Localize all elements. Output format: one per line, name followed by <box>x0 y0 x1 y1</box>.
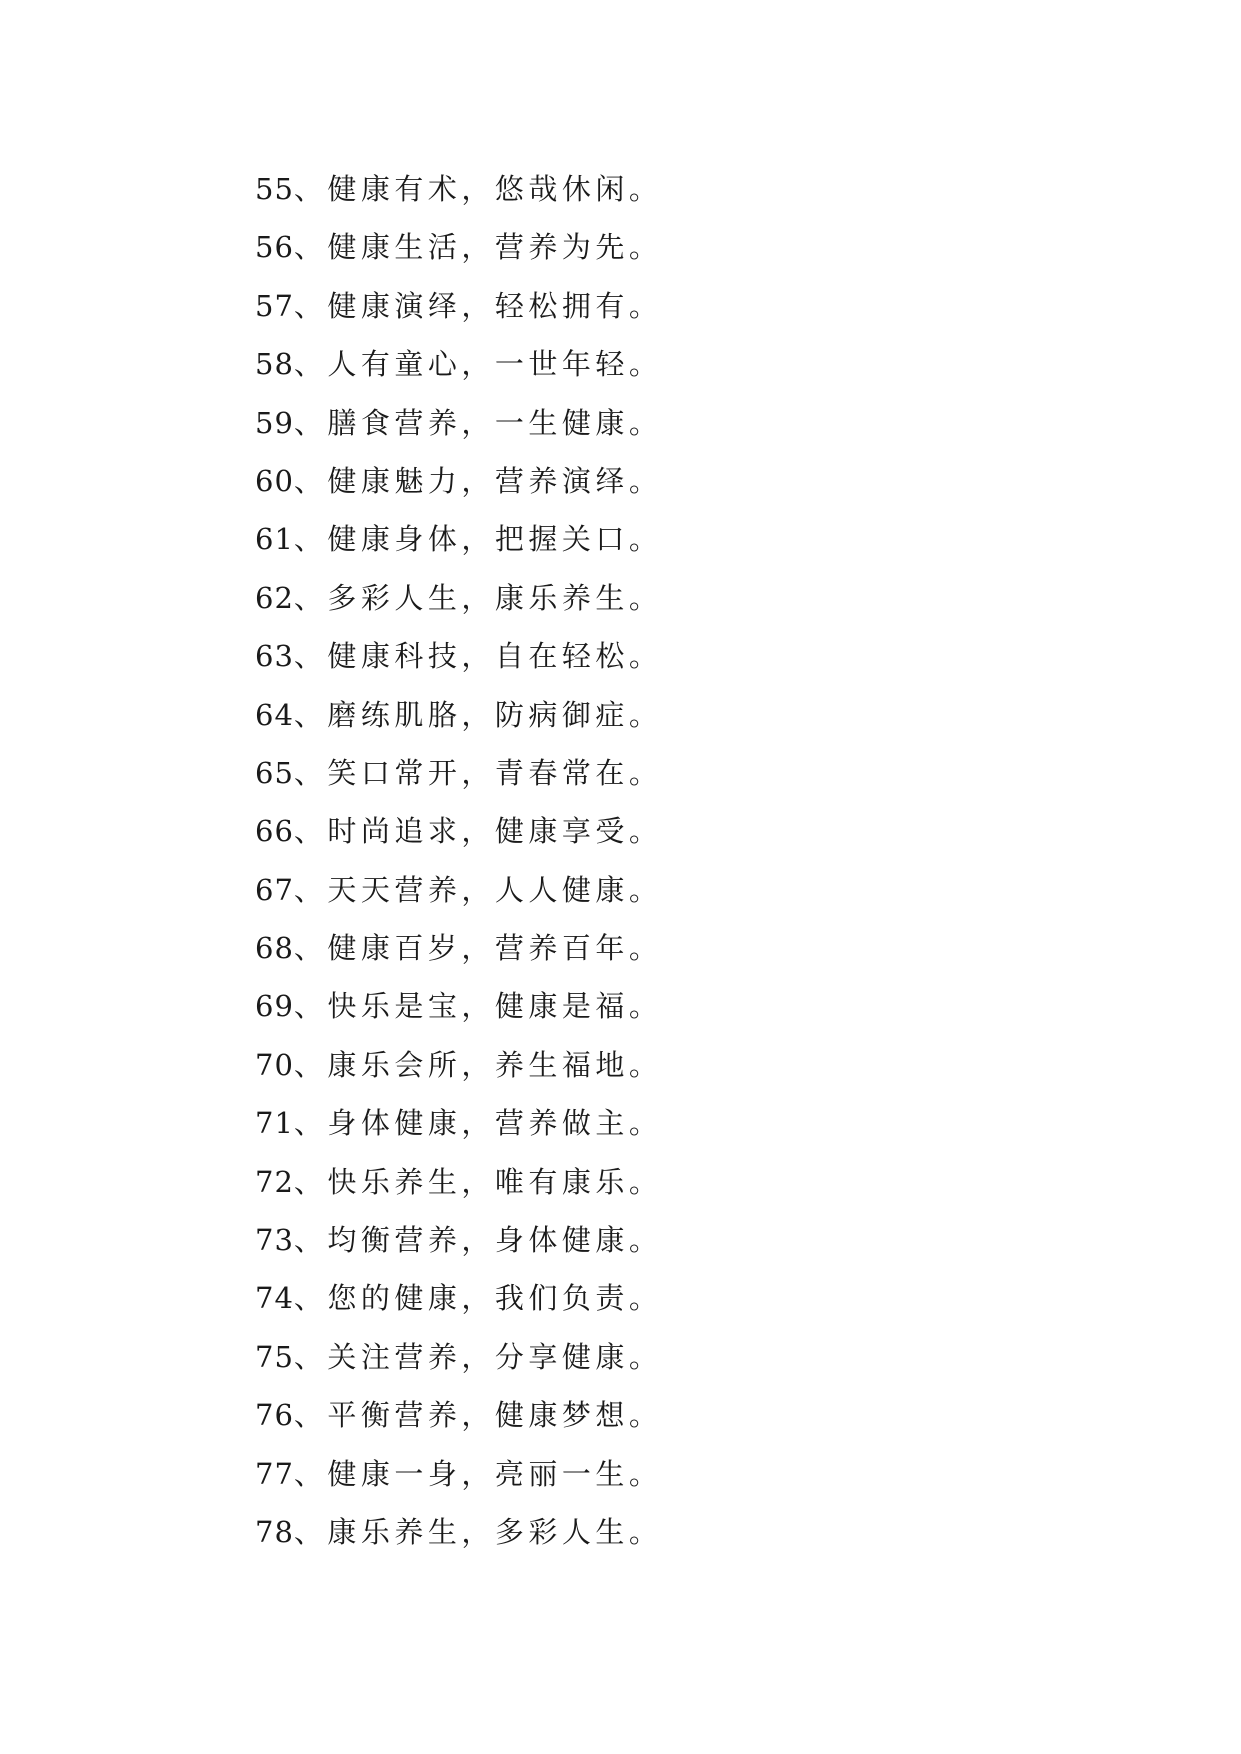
slogan-text: 、快乐养生，唯有康乐。 <box>293 1164 663 1199</box>
slogan-number: 69 <box>255 989 294 1024</box>
slogan-line-70 <box>255 1036 662 1094</box>
slogan-number: 66 <box>255 814 294 849</box>
slogan-number: 67 <box>255 872 294 907</box>
slogan-text: 、健康百岁，营养百年。 <box>293 931 663 966</box>
slogan-line-76 <box>255 1386 662 1444</box>
slogan-line-73 <box>255 1211 662 1269</box>
slogan-text: 、健康有术，悠哉休闲。 <box>293 172 663 206</box>
slogan-number: 65 <box>255 755 294 790</box>
slogan-text: 、膳食营养，一生健康。 <box>293 405 663 440</box>
slogan-number: 58 <box>255 347 294 382</box>
slogan-text: 、健康演绎，轻松拥有。 <box>293 288 663 323</box>
slogan-text: 、健康身体，把握关口。 <box>293 522 663 557</box>
slogan-number: 64 <box>255 697 294 732</box>
slogan-line-69 <box>255 977 662 1035</box>
slogan-line-61 <box>255 510 662 568</box>
slogan-number: 62 <box>255 580 294 615</box>
slogan-line-63 <box>255 627 662 685</box>
slogan-number: 56 <box>255 230 294 265</box>
slogan-line-56 <box>255 218 662 276</box>
slogan-text: 、均衡营养，身体健康。 <box>293 1223 663 1258</box>
slogan-number: 78 <box>255 1514 294 1549</box>
slogan-number: 74 <box>255 1281 294 1316</box>
slogan-line-67 <box>255 861 662 919</box>
slogan-line-65 <box>255 744 662 802</box>
slogan-number: 77 <box>255 1456 294 1491</box>
slogan-text: 、健康一身，亮丽一生。 <box>293 1456 663 1491</box>
slogan-text: 、人有童心，一世年轻。 <box>293 347 663 382</box>
slogan-number: 61 <box>255 522 294 557</box>
slogan-text: 、平衡营养，健康梦想。 <box>293 1398 663 1433</box>
slogan-number: 73 <box>255 1223 294 1258</box>
slogan-text: 、快乐是宝，健康是福。 <box>293 989 663 1024</box>
slogan-number: 72 <box>255 1164 294 1199</box>
slogan-line-58 <box>255 335 662 393</box>
slogan-number: 59 <box>255 405 294 440</box>
slogan-text: 、天天营养，人人健康。 <box>293 872 663 907</box>
slogan-line-68 <box>255 919 662 977</box>
slogan-text: 、笑口常开，青春常在。 <box>293 755 663 790</box>
slogan-text: 、您的健康，我们负责。 <box>293 1281 663 1316</box>
slogan-line-74 <box>255 1269 662 1327</box>
slogan-line-55 <box>255 160 662 218</box>
slogan-line-59 <box>255 394 662 452</box>
slogan-text: 、身体健康，营养做主。 <box>293 1106 663 1141</box>
slogan-number: 63 <box>255 639 294 674</box>
slogan-line-64 <box>255 686 662 744</box>
slogan-number: 75 <box>255 1339 294 1374</box>
slogan-line-60 <box>255 452 662 510</box>
slogan-line-71 <box>255 1094 662 1152</box>
slogan-text: 、磨练肌胳，防病御症。 <box>293 697 663 732</box>
slogan-text: 、健康科技，自在轻松。 <box>293 639 663 674</box>
slogan-text: 、健康生活，营养为先。 <box>293 230 663 265</box>
slogan-text: 、多彩人生，康乐养生。 <box>293 580 663 615</box>
slogan-line-66 <box>255 802 662 860</box>
slogan-list <box>255 160 662 1561</box>
slogan-number: 55 <box>255 172 294 206</box>
slogan-number: 57 <box>255 288 294 323</box>
slogan-line-62 <box>255 569 662 627</box>
slogan-number: 76 <box>255 1398 294 1433</box>
slogan-line-78 <box>255 1503 662 1561</box>
slogan-line-75 <box>255 1328 662 1386</box>
slogan-line-72 <box>255 1153 662 1211</box>
slogan-text: 、康乐养生，多彩人生。 <box>293 1514 663 1549</box>
slogan-number: 70 <box>255 1047 294 1082</box>
slogan-number: 60 <box>255 463 294 498</box>
slogan-text: 、时尚追求，健康享受。 <box>293 814 663 849</box>
slogan-text: 、康乐会所，养生福地。 <box>293 1047 663 1082</box>
slogan-line-77 <box>255 1445 662 1503</box>
slogan-number: 68 <box>255 931 294 966</box>
slogan-number: 71 <box>255 1106 294 1141</box>
slogan-line-57 <box>255 277 662 335</box>
slogan-text: 、关注营养，分享健康。 <box>293 1339 663 1374</box>
slogan-text: 、健康魅力，营养演绎。 <box>293 463 663 498</box>
